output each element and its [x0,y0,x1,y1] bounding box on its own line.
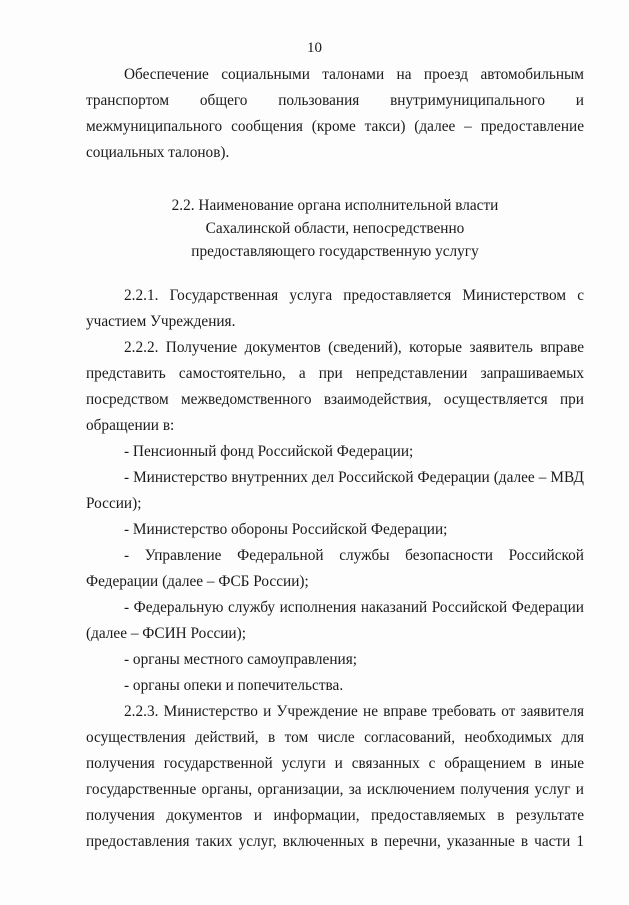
paragraph-line: 2.2.1. Государственная услуга предоставляется Министерством с [124,287,584,304]
paragraph-line: осуществления действий, в том числе согласований, необходимых для [86,729,584,746]
list-item: - Федеральную службу исполнения наказаний Российской Федерации [124,599,584,616]
list-item: - Пенсионный фонд Российской Федерации; [124,443,414,460]
paragraph-line: государственные органы, организации, за исключением получения услуг и [86,781,584,798]
list-item-continuation: Федерации (далее – ФСБ России); [86,573,309,590]
heading-line: предоставляющего государственную услугу [191,243,479,260]
paragraph-line: участием Учреждения. [86,313,236,330]
paragraph-line: представить самостоятельно, а при непредставлении запрашиваемых [86,365,584,382]
paragraph-line: обращении в: [86,417,175,434]
intro-line: межмуниципального сообщения (кроме такси) (далее – предоставление [86,118,584,135]
paragraph-line: 2.2.2. Получение документов (сведений), которые заявитель вправе [124,339,584,356]
intro-line: Обеспечение социальными талонами на проезд автомобильным [124,66,584,83]
paragraph-2-2-1 [86,283,584,335]
paragraph-line: посредством межведомственного взаимодействия, осуществляется при [86,391,584,408]
heading-line: 2.2. Наименование органа исполнительной власти [171,197,499,214]
paragraph-2-2-2 [86,335,584,439]
paragraph-line: получения документов и информации, предоставляемых в результате [86,807,584,824]
list-item-continuation: России); [86,495,142,512]
paragraph-line: предоставления таких услуг, включенных в перечни, указанные в части 1 [86,833,584,850]
intro-line: транспортом общего пользования внутримуниципального и [86,92,584,109]
heading-line: Сахалинской области, непосредственно [205,220,465,237]
list-item: - Управление Федеральной службы безопасности Российской [124,547,584,564]
organization-list [86,439,584,699]
intro-paragraph [86,62,584,166]
list-item: - Министерство внутренних дел Российской Федерации (далее – МВД [124,469,584,486]
list-item: - Министерство обороны Российской Федерации; [124,521,448,538]
paragraph-2-2-3 [86,699,584,855]
list-item: - органы опеки и попечительства. [124,677,344,694]
list-item-continuation: (далее – ФСИН России); [86,625,246,642]
paragraph-line: получения государственной услуги и связанных с обращением в иные [86,755,584,772]
page-number: 10 [307,40,322,56]
document-body [86,62,584,855]
list-item: - органы местного самоуправления; [124,651,357,668]
paragraph-line: 2.2.3. Министерство и Учреждение не вправе требовать от заявителя [124,703,584,720]
section-heading [86,194,584,263]
intro-line: социальных талонов). [86,144,230,161]
